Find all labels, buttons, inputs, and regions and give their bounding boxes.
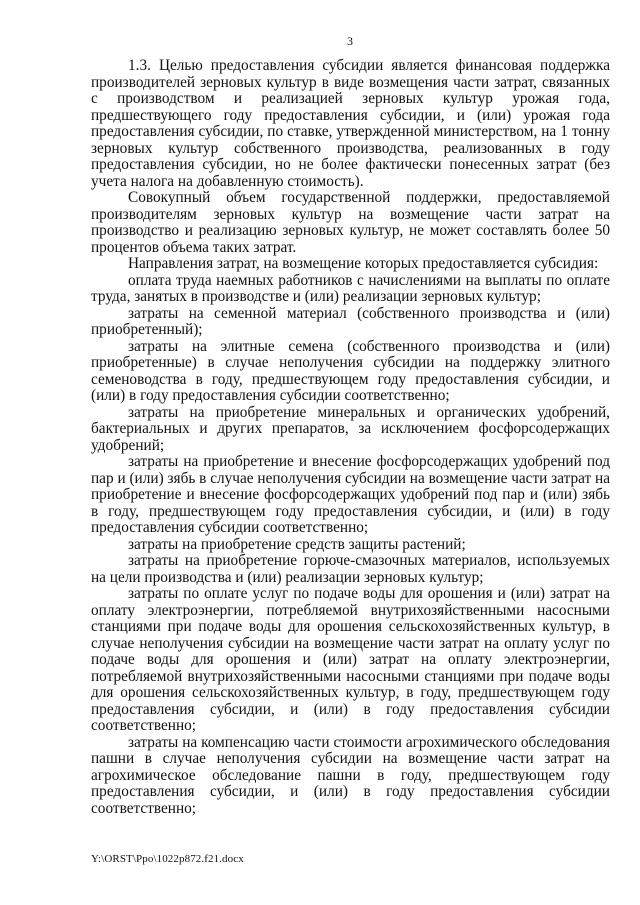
paragraph-seed-material: затраты на семенной материал (собственного производства и (или) приобретенный); <box>91 304 610 338</box>
paragraph-labor-costs: оплата труда наемных работников с начислениями на выплаты по оплате труда, занятых в производстве и (или) реализации зерновых культур; <box>91 271 610 305</box>
paragraph-fertilizers: затраты на приобретение минеральных и органических удобрений, бактериальных и других препаратов, за исключением фосфорсодержащих удобрений; <box>91 403 610 454</box>
paragraph-phosphorus-fertilizers: затраты на приобретение и внесение фосфорсодержащих удобрений под пар и (или) зябь в случае неполучения субсидии на возмещение части затрат на приобретение и внесение фосфорсодержащих удобрений под пар и (или) зябь в году, предшествующем году предоставления субсидии, и (или) в году предоставления субсидии соответственно; <box>91 453 610 536</box>
paragraph-cost-directions-heading: Направления затрат, на возмещение которых предоставляется субсидия: <box>128 255 599 272</box>
paragraph-elite-seeds: затраты на элитные семена (собственного производства и (или) приобретенные) в случае неполучения субсидии на поддержку элитного семеноводства в году, предшествующем году предоставления субсидии, и (или) в году предоставления субсидии соответственно; <box>91 337 610 404</box>
paragraph-plant-protection: затраты на приобретение средств защиты растений; <box>128 535 466 553</box>
paragraph-total-support: Совокупный объем государственной поддержки, предоставляемой производителям зерновых культур на возмещение части затрат на производство и реализацию зерновых культур, не может составлять более 50 процентов объема таких затрат. <box>91 189 610 256</box>
paragraph-agrochemical-survey: затраты на компенсацию части стоимости агрохимического обследования пашни в случае неполучения субсидии на возмещение части затрат на агрохимическое обследование пашни в году, предшествующем году предоставления субсидии, и (или) в году предоставления субсидии соответственно; <box>91 733 610 817</box>
page-number: 3 <box>347 34 353 48</box>
paragraph-fuel-lubricants: затраты на приобретение горюче-смазочных материалов, используемых на цели производства и (или) реализации зерновых культур; <box>91 552 610 586</box>
footer-file-path: Y:\ORST\Ppo\1022p872.f21.docx <box>91 853 244 865</box>
document-body <box>91 58 610 817</box>
paragraph-purpose: 1.3. Целью предоставления субсидии является финансовая поддержка производителей зерновых культур в виде возмещения части затрат, связанных с производством и реализацией зерновых культур урожая года, предшествующего году предоставления субсидии, и (или) урожая года предоставления субсидии, по ставке, утвержденной министерством, на 1 тонну зерновых культур собственного производства, реализованных в году предоставления субсидии, но не более фактически понесенных затрат (без учета налога на добавленную стоимость). <box>91 57 610 190</box>
paragraph-irrigation: затраты по оплате услуг по подаче воды для орошения и (или) затрат на оплату электроэнергии, потребляемой внутрихозяйственными насосными станциями при подаче воды для орошения сельскохозяйственных культур, в случае неполучения субсидии на возмещение части затрат на оплату услуг по подаче воды для орошения и (или) затрат на оплату электроэнергии, потребляемой внутрихозяйственными насосными станциями при подаче воды для орошения сельскохозяйственных культур, в году, предшествующем году предоставления субсидии, и (или) в году предоставления субсидии соответственно; <box>91 585 610 734</box>
